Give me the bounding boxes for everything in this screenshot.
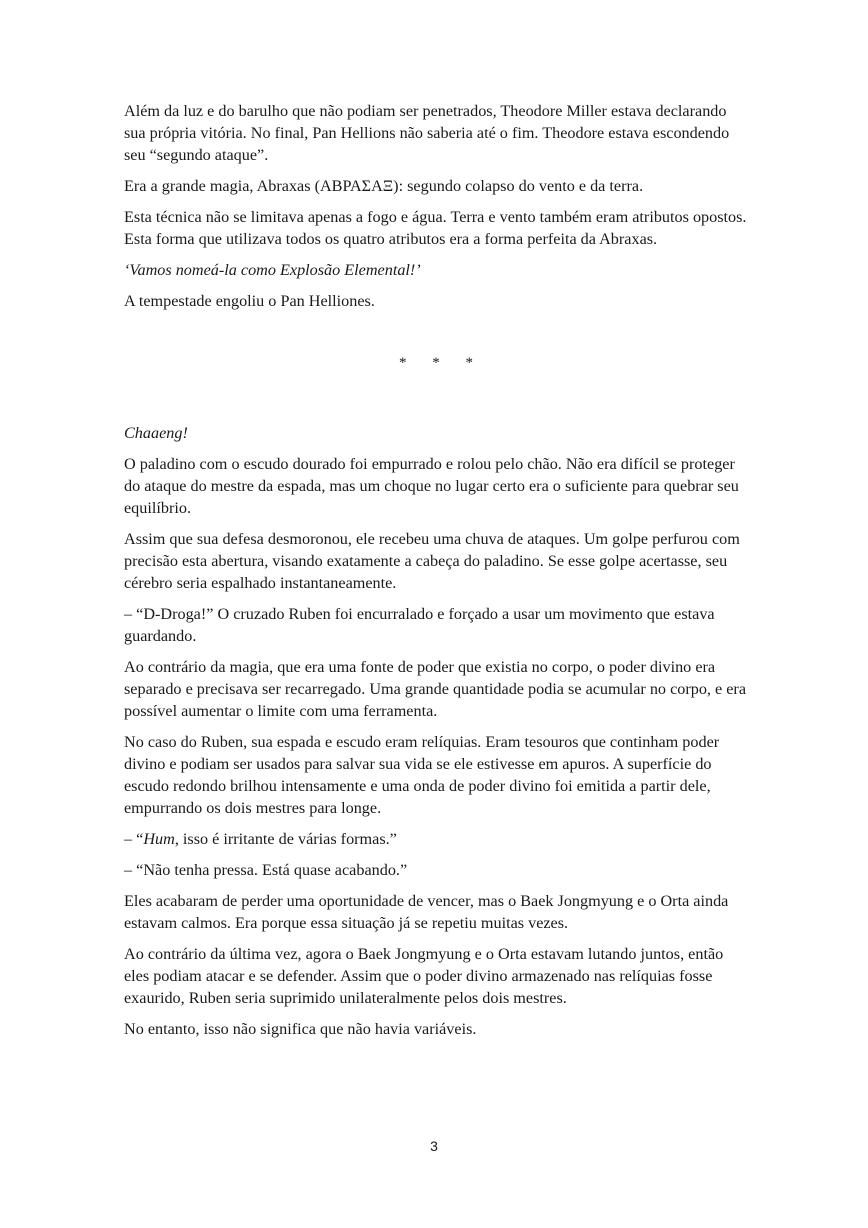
italic-thought: ‘Vamos nomeá-la como Explosão Elemental!’ — [124, 261, 421, 279]
paragraph: No caso do Ruben, sua espada e escudo eram relíquias. Eram tesouros que continham poder divino e podiam ser usados para salvar sua vida se ele estivesse em apuros. A superfície do escudo redondo brilhou intensamente e uma onda de poder divino foi emitida a partir dele, empurrando os dois mestres para longe. — [124, 733, 720, 817]
paragraph: Ao contrário da última vez, agora o Baek Jongmyung e o Orta estavam lutando juntos, então eles podiam atacar e se defender. Assim que o poder divino armazenado nas relíquias fosse exaurido, Ruben seria suprimido unilateralmente pelos dois mestres. — [124, 945, 724, 1007]
sound-effect: Chaaeng! — [124, 424, 188, 442]
page-number: 3 — [430, 1138, 438, 1154]
separator-asterisk: * — [399, 355, 407, 371]
separator-asterisk: * — [432, 355, 440, 371]
separator-asterisk: * — [465, 355, 473, 371]
paragraph: No entanto, isso não significa que não havia variáveis. — [124, 1020, 477, 1038]
paragraph: Ao contrário da magia, que era uma fonte de poder que existia no corpo, o poder divino era separado e precisava ser recarregado. Uma grande quantidade podia se acumular no corpo, e era possível aumentar o limite com uma ferramenta. — [124, 658, 747, 720]
dialogue-italic-word: Hum — [143, 830, 175, 848]
paragraph: Era a grande magia, Abraxas (ΑΒΡΑΣΑΞ): segundo colapso do vento e da terra. — [124, 177, 644, 195]
dialogue: – “D-Droga!” O cruzado Ruben foi encurralado e forçado a usar um movimento que estava guardando. — [124, 605, 715, 645]
paragraph: Assim que sua defesa desmoronou, ele recebeu uma chuva de ataques. Um golpe perfurou com precisão esta abertura, visando exatamente a cabeça do paladino. Se esse golpe acertasse, seu cérebro seria espalhado instantaneamente. — [124, 530, 740, 592]
paragraph: Além da luz e do barulho que não podiam ser penetrados, Theodore Miller estava declarando sua própria vitória. No final, Pan Hellions não saberia até o fim. Theodore estava escondendo seu “segundo ataque”. — [124, 102, 730, 164]
dialogue-prefix: – “ — [124, 830, 144, 848]
paragraph: Eles acabaram de perder uma oportunidade de vencer, mas o Baek Jongmyung e o Orta ainda estavam calmos. Era porque essa situação já se repetiu muitas vezes. — [124, 892, 729, 932]
paragraph: A tempestade engoliu o Pan Helliones. — [124, 292, 375, 310]
dialogue — [124, 828, 748, 850]
dialogue: – “Não tenha pressa. Está quase acabando.” — [124, 861, 408, 879]
scene-separator — [124, 352, 748, 374]
document-page — [124, 100, 748, 1049]
paragraph: Esta técnica não se limitava apenas a fogo e água. Terra e vento também eram atributos opostos. Esta forma que utilizava todos os quatro atributos era a forma perfeita da Abraxas. — [124, 208, 747, 248]
dialogue-suffix: , isso é irritante de várias formas.” — [174, 830, 397, 848]
paragraph: O paladino com o escudo dourado foi empurrado e rolou pelo chão. Não era difícil se proteger do ataque do mestre da espada, mas um choque no lugar certo era o suficiente para quebrar seu equilíbrio. — [124, 455, 739, 517]
